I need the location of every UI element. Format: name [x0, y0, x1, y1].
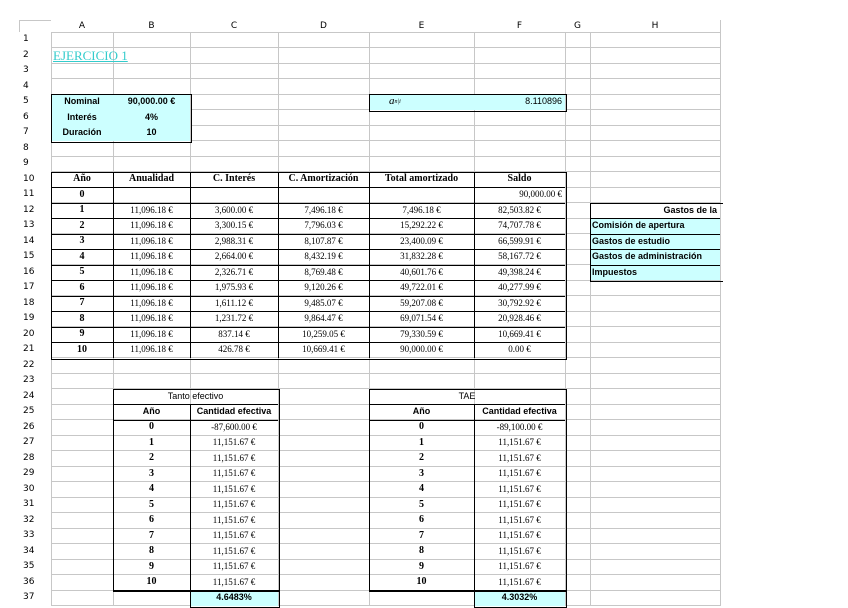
amort-value[interactable]: 10,259.05 €	[302, 328, 345, 339]
tanto-efectivo-amount[interactable]: 11,151.67 €	[212, 483, 256, 494]
row-header[interactable]: 23	[19, 373, 51, 389]
row-header[interactable]: 6	[19, 110, 51, 126]
amort-value[interactable]: 426.78 €	[218, 344, 250, 355]
row-header[interactable]: 1	[19, 32, 51, 48]
amort-row-sep	[51, 234, 565, 235]
row-header[interactable]: 27	[19, 435, 51, 451]
amort-year[interactable]: 8	[79, 312, 85, 324]
amort-value[interactable]: 40,277.99 €	[498, 282, 541, 293]
tae-year[interactable]: 2	[419, 452, 424, 464]
tae-year[interactable]: 7	[419, 529, 424, 541]
tanto-efectivo-amount[interactable]: -87,600.00 €	[211, 421, 257, 432]
input-value-interes[interactable]: 4%	[113, 110, 190, 126]
annuity-box	[369, 94, 567, 112]
amort-row-sep	[51, 342, 565, 343]
amort-value[interactable]: 11,096.18 €	[130, 282, 173, 293]
row-header[interactable]: 24	[19, 389, 51, 405]
tae-year[interactable]: 3	[419, 467, 424, 479]
amort-value[interactable]: 8,107.87 €	[304, 235, 343, 246]
row-header[interactable]: 37	[19, 590, 51, 606]
annuity-value[interactable]: 8.110896	[474, 94, 565, 110]
tae-amount[interactable]: 11,151.67 €	[498, 468, 541, 479]
gastos-title[interactable]: Gastos de la	[663, 204, 717, 215]
column-header-e[interactable]: E	[369, 20, 474, 32]
tanto-efectivo-year[interactable]: 8	[149, 545, 154, 557]
tanto-efectivo-year[interactable]: 10	[146, 576, 157, 588]
row-header[interactable]: 25	[19, 404, 51, 420]
amort-value[interactable]: 1,611.12 €	[215, 297, 253, 308]
amort-value[interactable]: 3,300.15 €	[214, 220, 254, 231]
amort-row-sep	[51, 296, 565, 297]
row-header[interactable]: 22	[19, 358, 51, 374]
amort-table-box	[51, 172, 567, 360]
row-header[interactable]: 30	[19, 482, 51, 498]
amort-value[interactable]: 49,722.01 €	[400, 282, 443, 293]
row-header[interactable]: 34	[19, 544, 51, 560]
amort-year[interactable]: 0	[79, 188, 85, 200]
amort-value[interactable]: 7,496.18 €	[402, 204, 441, 215]
gastos-item[interactable]: Gastos de estudio	[590, 234, 720, 250]
tae-year[interactable]: 0	[419, 421, 424, 433]
amort-value[interactable]: 23,400.09 €	[400, 235, 443, 246]
amort-value[interactable]: 90,000.00 €	[400, 344, 443, 355]
row-header[interactable]: 9	[19, 156, 51, 172]
tae-amount[interactable]: 11,151.67 €	[498, 545, 541, 556]
amort-header-5[interactable]: Saldo	[507, 173, 532, 185]
amort-value[interactable]: 8,432.19 €	[304, 251, 343, 262]
row-header[interactable]: 4	[19, 79, 51, 95]
tanto-efectivo-amount[interactable]: 11,151.67 €	[212, 545, 256, 556]
amort-value[interactable]: 74,707.78 €	[498, 220, 541, 231]
column-header-a[interactable]: A	[51, 20, 113, 32]
tae-amount[interactable]: 11,151.67 €	[498, 576, 541, 587]
tanto-efectivo-amount[interactable]: 11,151.67 €	[212, 499, 256, 510]
gastos-row-sep	[590, 234, 720, 235]
tanto-efectivo-year[interactable]: 2	[149, 452, 154, 464]
amort-value[interactable]: 8,769.48 €	[304, 266, 343, 277]
row-header[interactable]: 5	[19, 94, 51, 110]
tae-year[interactable]: 5	[419, 498, 424, 510]
tae-row-sep	[369, 420, 565, 421]
tae-year[interactable]: 6	[419, 514, 424, 526]
tanto-efectivo-amount[interactable]: 11,151.67 €	[212, 468, 256, 479]
amort-header-1[interactable]: Anualidad	[128, 173, 175, 185]
amort-year[interactable]: 10	[77, 343, 87, 355]
amort-year[interactable]: 6	[79, 281, 85, 293]
tae-year[interactable]: 10	[416, 576, 427, 588]
row-header[interactable]: 29	[19, 466, 51, 482]
amort-value[interactable]: 59,207.08 €	[400, 297, 443, 308]
tae-col-sep	[474, 404, 475, 590]
tae-amount[interactable]: 11,151.67 €	[498, 483, 541, 494]
amort-value[interactable]: 11,096.18 €	[130, 328, 173, 339]
tanto-efectivo-amount[interactable]: 11,151.67 €	[212, 514, 256, 525]
amort-year[interactable]: 9	[79, 328, 85, 340]
row-header[interactable]: 18	[19, 296, 51, 312]
tae-year[interactable]: 1	[419, 436, 424, 448]
tanto-efectivo-col-sep	[190, 404, 191, 590]
amort-row-sep	[51, 203, 565, 204]
amort-value[interactable]: 11,096.18 €	[130, 204, 173, 215]
tanto-efectivo-year[interactable]: 1	[149, 436, 154, 448]
tae-amount[interactable]: 11,151.67 €	[498, 437, 541, 448]
amort-header-0[interactable]: Año	[73, 173, 91, 185]
amort-value[interactable]: 58,167.72 €	[498, 251, 541, 262]
input-label-nominal[interactable]: Nominal	[51, 94, 113, 110]
tae-year[interactable]: 8	[419, 545, 424, 557]
column-header-f[interactable]: F	[474, 20, 565, 32]
column-header-d[interactable]: D	[278, 20, 369, 32]
amort-row-sep	[51, 280, 565, 281]
grid-line-v	[590, 20, 591, 606]
tae-amount[interactable]: 11,151.67 €	[498, 561, 541, 572]
tanto-efectivo-amount[interactable]: 11,151.67 €	[212, 561, 256, 572]
row-header[interactable]: 21	[19, 342, 51, 358]
amort-value[interactable]: 11,096.18 €	[130, 297, 173, 308]
tae-amount[interactable]: 11,151.67 €	[498, 499, 541, 510]
amort-value[interactable]: 49,398.24 €	[498, 266, 541, 277]
tanto-efectivo-amount[interactable]: 11,151.67 €	[212, 576, 256, 587]
input-value-duracion[interactable]: 10	[113, 125, 190, 141]
tanto-efectivo-amount[interactable]: 11,151.67 €	[212, 530, 256, 541]
amort-value[interactable]: 79,330.59 €	[400, 328, 443, 339]
amort-value[interactable]: 15,292.22 €	[400, 220, 443, 231]
grid-line-v	[720, 20, 721, 606]
amort-row-sep	[51, 249, 565, 250]
amort-value[interactable]: 2,664.00 €	[214, 251, 254, 262]
input-label-duracion[interactable]: Duración	[51, 125, 113, 141]
annuity-symbol: a	[389, 95, 395, 108]
row-header[interactable]: 17	[19, 280, 51, 296]
tae-amount[interactable]: -89,100.00 €	[496, 421, 543, 432]
amort-row-sep	[51, 265, 565, 266]
gastos-box	[590, 203, 723, 283]
input-label-interes[interactable]: Interés	[51, 110, 113, 126]
amort-header-3[interactable]: C. Amortización	[288, 173, 359, 185]
column-header-h[interactable]: H	[590, 20, 720, 32]
amort-value[interactable]: 90,000.00 €	[519, 189, 562, 200]
row-header[interactable]: 2	[19, 48, 51, 64]
tanto-efectivo-header-1[interactable]: Cantidad efectiva	[196, 406, 272, 417]
row-header[interactable]: 19	[19, 311, 51, 327]
column-header-b[interactable]: B	[113, 20, 190, 32]
tanto-efectivo-year[interactable]: 6	[149, 514, 154, 526]
inputs-box	[51, 94, 192, 143]
amort-value[interactable]: 3,600.00 €	[214, 204, 254, 215]
gastos-row-sep	[590, 265, 720, 266]
tae-amount[interactable]: 11,151.67 €	[498, 514, 541, 525]
tae-result[interactable]: 4.3032%	[474, 590, 565, 606]
tanto-efectivo-year[interactable]: 0	[149, 421, 154, 433]
input-value-nominal[interactable]: 90,000.00 €	[113, 94, 190, 110]
row-header[interactable]: 16	[19, 265, 51, 281]
tae-row-sep	[369, 404, 565, 405]
amort-row-sep	[51, 218, 565, 219]
row-header[interactable]: 10	[19, 172, 51, 188]
amort-value[interactable]: 31,832.28 €	[400, 251, 443, 262]
tanto-efectivo-header-0[interactable]: Año	[142, 406, 161, 417]
amort-value[interactable]: 0.00 €	[508, 344, 531, 355]
row-header[interactable]: 13	[19, 218, 51, 234]
amort-value[interactable]: 1,975.93 €	[214, 282, 254, 293]
tae-amount[interactable]: 11,151.67 €	[498, 452, 541, 463]
amort-value[interactable]: 9,485.07 €	[304, 297, 343, 308]
amort-year[interactable]: 1	[79, 204, 85, 216]
amort-value[interactable]: 7,796.03 €	[304, 220, 343, 231]
tanto-efectivo-row-sep	[113, 420, 278, 421]
amort-value[interactable]: 2,988.31 €	[214, 235, 254, 246]
annuity-subscript: n|i	[394, 98, 401, 105]
amort-value[interactable]: 2,326.71 €	[214, 266, 254, 277]
amort-value[interactable]: 1,231.72 €	[214, 313, 254, 324]
amort-value[interactable]: 40,601.76 €	[400, 266, 443, 277]
amort-value[interactable]: 11,096.18 €	[130, 344, 173, 355]
amort-year[interactable]: 2	[79, 219, 85, 231]
gastos-item[interactable]: Comisión de apertura	[590, 218, 720, 234]
tanto-efectivo-amount[interactable]: 11,151.67 €	[212, 437, 256, 448]
column-header-c[interactable]: C	[190, 20, 278, 32]
row-header[interactable]: 36	[19, 575, 51, 591]
tanto-efectivo-year[interactable]: 4	[149, 483, 154, 495]
row-header[interactable]: 8	[19, 141, 51, 157]
row-header[interactable]: 26	[19, 420, 51, 436]
amort-value[interactable]: 9,120.26 €	[304, 282, 343, 293]
row-header[interactable]: 7	[19, 125, 51, 141]
amort-value[interactable]: 10,669.41 €	[498, 328, 541, 339]
row-header[interactable]: 14	[19, 234, 51, 250]
amort-value[interactable]: 11,096.18 €	[130, 266, 173, 277]
row-header[interactable]: 35	[19, 559, 51, 575]
row-header[interactable]: 33	[19, 528, 51, 544]
amort-value[interactable]: 66,599.91 €	[498, 235, 541, 246]
gastos-row-sep	[590, 249, 720, 250]
amort-row-sep	[51, 311, 565, 312]
amort-value[interactable]: 11,096.18 €	[130, 251, 173, 262]
amort-value[interactable]: 837.14 €	[218, 328, 250, 339]
amort-header-2[interactable]: C. Interés	[212, 173, 256, 185]
amort-value[interactable]: 20,928.46 €	[498, 313, 541, 324]
amort-value[interactable]: 11,096.18 €	[130, 220, 173, 231]
amort-row-sep	[51, 187, 565, 188]
row-header[interactable]: 11	[19, 187, 51, 203]
tanto-efectivo-year[interactable]: 7	[149, 529, 154, 541]
tae-year[interactable]: 9	[419, 560, 424, 572]
tae-amount[interactable]: 11,151.67 €	[498, 530, 541, 541]
amort-value[interactable]: 11,096.18 €	[130, 235, 173, 246]
amort-value[interactable]: 7,496.18 €	[304, 204, 343, 215]
amort-value[interactable]: 11,096.18 €	[130, 313, 173, 324]
tae-year[interactable]: 4	[419, 483, 424, 495]
tae-header-0[interactable]: Año	[412, 406, 431, 417]
amort-row-sep	[51, 327, 565, 328]
row-header[interactable]: 32	[19, 513, 51, 529]
amort-year[interactable]: 5	[79, 266, 85, 278]
amort-year[interactable]: 4	[79, 250, 85, 262]
amort-year[interactable]: 3	[79, 235, 85, 247]
amort-value[interactable]: 69,071.54 €	[400, 313, 443, 324]
column-header-g[interactable]: G	[565, 20, 590, 32]
gastos-item[interactable]: Impuestos	[590, 265, 720, 281]
tae-header-1[interactable]: Cantidad efectiva	[482, 406, 557, 417]
amort-value[interactable]: 10,669.41 €	[302, 344, 345, 355]
row-header[interactable]: 3	[19, 63, 51, 79]
amort-year[interactable]: 7	[79, 297, 85, 309]
gastos-row-sep	[590, 218, 720, 219]
row-header[interactable]: 28	[19, 451, 51, 467]
tanto-efectivo-year[interactable]: 3	[149, 467, 154, 479]
tanto-efectivo-amount[interactable]: 11,151.67 €	[212, 452, 256, 463]
amort-value[interactable]: 9,864.47 €	[304, 313, 343, 324]
amort-header-4[interactable]: Total amortizado	[384, 173, 459, 185]
tanto-efectivo-year[interactable]: 5	[149, 498, 154, 510]
tanto-efectivo-row-sep	[113, 404, 278, 405]
row-header[interactable]: 15	[19, 249, 51, 265]
tanto-efectivo-title[interactable]: Tanto efectivo	[167, 390, 224, 401]
tanto-efectivo-result[interactable]: 4.6483%	[190, 590, 278, 606]
row-header[interactable]: 31	[19, 497, 51, 513]
row-header[interactable]: 20	[19, 327, 51, 343]
tae-title[interactable]: TAE	[458, 390, 476, 401]
row-header[interactable]: 12	[19, 203, 51, 219]
tanto-efectivo-year[interactable]: 9	[149, 560, 154, 572]
amort-value[interactable]: 82,503.82 €	[498, 204, 541, 215]
amort-value[interactable]: 30,792.92 €	[498, 297, 541, 308]
gastos-item[interactable]: Gastos de administración	[590, 249, 720, 265]
sheet-title[interactable]: EJERCICIO 1	[53, 47, 128, 63]
